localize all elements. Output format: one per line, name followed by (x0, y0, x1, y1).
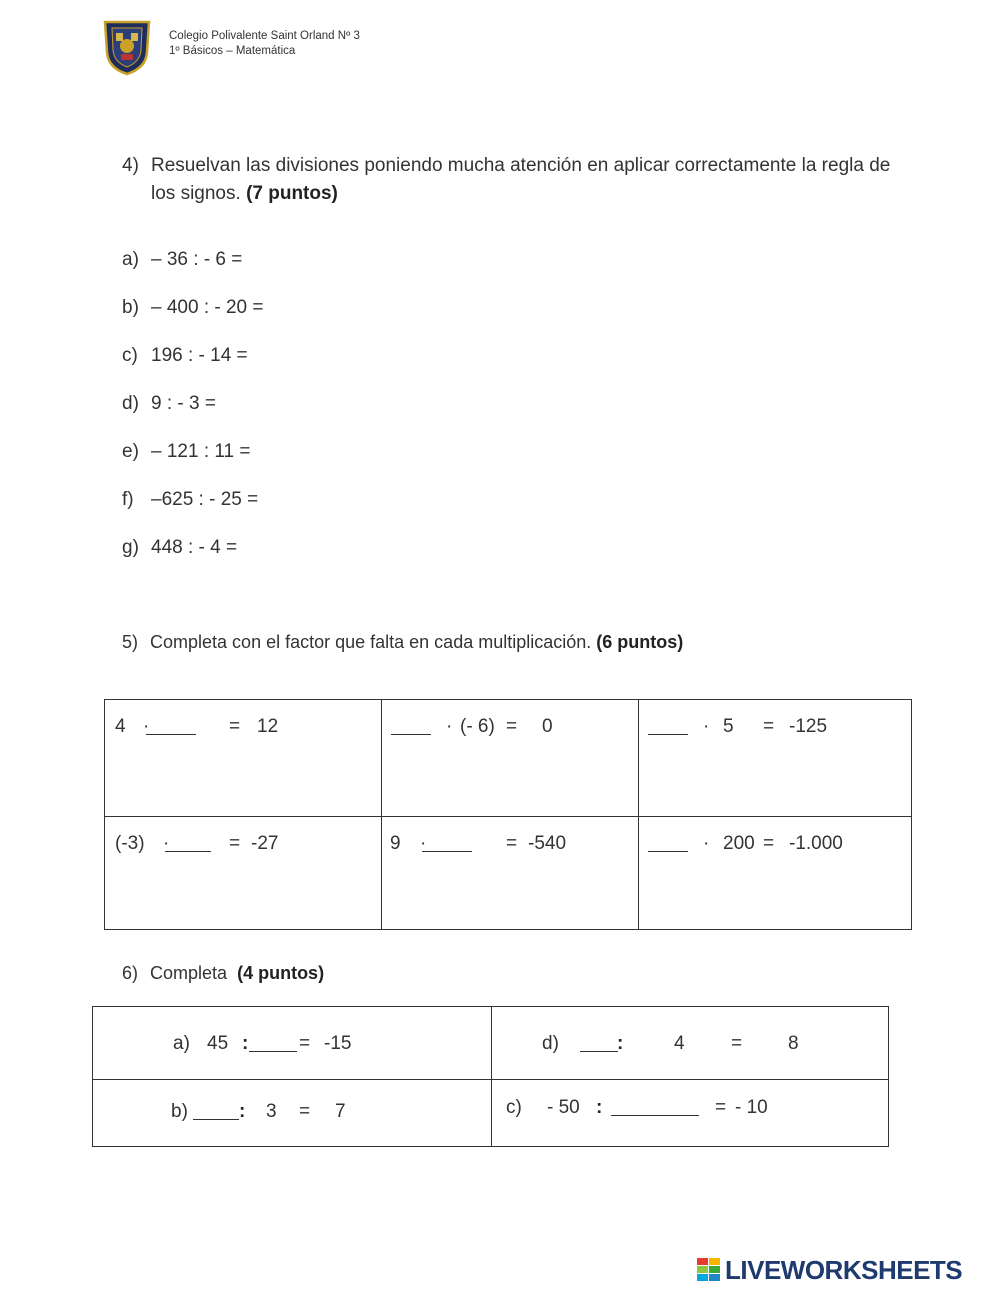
liveworksheets-logo (697, 1255, 997, 1285)
multiplication-cell: · 5 = -125 (639, 700, 912, 817)
course-name: 1º Básicos – Matemática (169, 45, 296, 57)
question-6 (122, 963, 324, 984)
multiplication-table (104, 699, 912, 930)
division-item: e) – 121 : 11 = (122, 441, 251, 462)
question-5-points: (6 puntos) (596, 632, 684, 652)
division-item: d) 9 : - 3 = (122, 393, 216, 414)
division-cell: d) : 4 = 8 (492, 1007, 889, 1080)
division-cell: b) : 3 = 7 (93, 1080, 492, 1147)
question-6-instruction: Completa (150, 963, 228, 983)
answer-blank[interactable] (648, 837, 688, 852)
question-5-number: 5) (122, 632, 139, 652)
question-6-points: (4 puntos) (237, 963, 325, 983)
answer-blank[interactable] (391, 720, 431, 735)
answer-blank[interactable] (146, 720, 196, 735)
question-6-number: 6) (122, 963, 139, 983)
division-item: b) – 400 : - 20 = (122, 297, 264, 318)
answer-blank[interactable] (648, 720, 688, 735)
division-item: c) 196 : - 14 = (122, 345, 248, 366)
division-item: g) 448 : - 4 = (122, 537, 238, 558)
division-item: f) –625 : - 25 = (122, 489, 259, 510)
question-5 (122, 632, 683, 653)
division-item: a) – 36 : - 6 = (122, 249, 243, 270)
question-4-instruction: Resuelvan las divisiones poniendo mucha atención en aplicar correctamente la regla de los signos. (7 puntos) (151, 155, 891, 204)
school-name: Colegio Polivalente Saint Orland Nº 3 (169, 30, 360, 42)
answer-blank[interactable] (422, 837, 472, 852)
school-crest-logo (102, 18, 152, 76)
question-4-number: 4) (122, 155, 139, 176)
division-cell: c) - 50 : = - 10 (492, 1080, 889, 1147)
multiplication-cell: (-3) · = -27 (105, 817, 382, 930)
brand-text: LIVEWORKSHEETS (725, 1255, 963, 1285)
multiplication-cell: · (- 6) = 0 (382, 700, 639, 817)
answer-blank[interactable] (249, 1037, 297, 1052)
question-4-points: (7 puntos) (246, 183, 338, 204)
multiplication-cell: · 200 = -1.000 (639, 817, 912, 930)
brand-blocks-icon (697, 1258, 721, 1282)
division-table (92, 1006, 889, 1147)
school-header (169, 29, 360, 59)
multiplication-cell: 4 · = 12 (105, 700, 382, 817)
question-5-instruction: Completa con el factor que falta en cada multiplicación. (150, 632, 592, 652)
division-cell: a) 45 : = -15 (93, 1007, 492, 1080)
answer-blank[interactable] (193, 1105, 239, 1120)
multiplication-cell: 9 · = -540 (382, 817, 639, 930)
answer-blank[interactable] (580, 1037, 618, 1052)
answer-blank[interactable] (611, 1101, 699, 1116)
answer-blank[interactable] (165, 837, 211, 852)
